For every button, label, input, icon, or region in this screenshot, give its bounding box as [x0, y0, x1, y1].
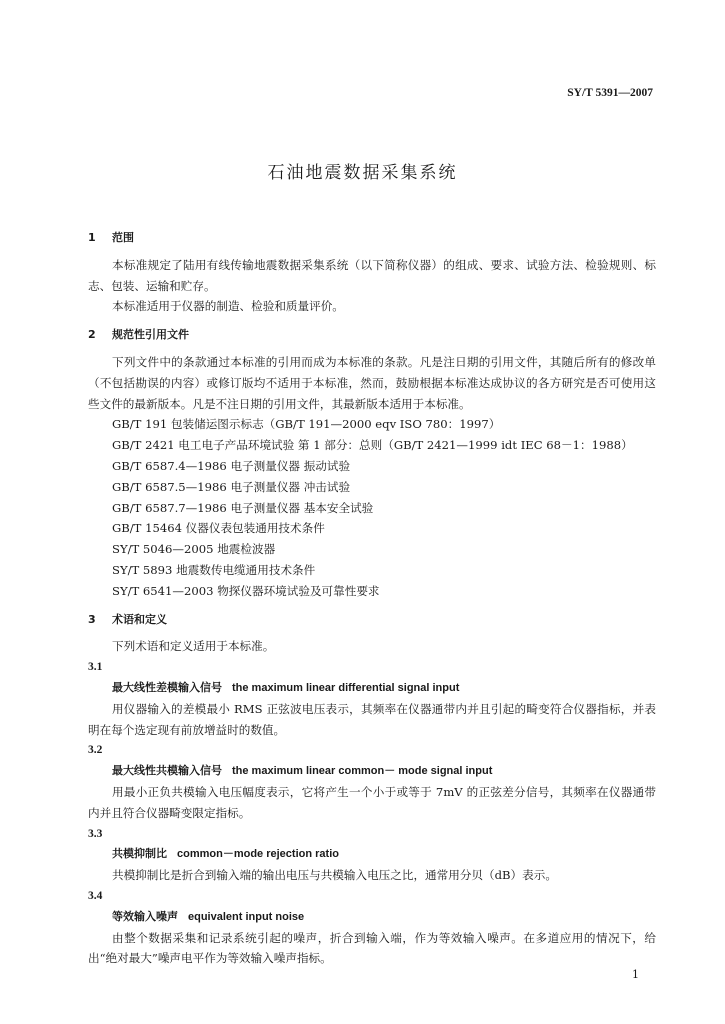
- term-definition: 用仪器输入的差模最小 RMS 正弦波电压表示，其频率在仪器通带内并且引起的畸变符合仪器指标，并表明在每个选定现有前放增益时的数值。: [88, 701, 656, 737]
- section-number: 1: [88, 231, 96, 244]
- term-en: equivalent input noise: [188, 910, 305, 923]
- subsection-number: 3.1: [88, 661, 103, 674]
- subsection-number: 3.2: [88, 744, 103, 757]
- paragraph: 本标准适用于仪器的制造、检验和质量评价。: [112, 299, 344, 314]
- term-heading: [88, 678, 656, 699]
- section-heading: [88, 228, 656, 249]
- subsection-number: 3.4: [88, 889, 103, 902]
- term-definition: 共模抑制比是折合到输入端的输出电压与共模输入电压之比，通常用分贝（dB）表示。: [112, 868, 557, 883]
- page-number: 1: [632, 968, 639, 981]
- section-number: 2: [88, 328, 96, 342]
- reference-item: SY/T 5893 地震数传电缆通用技术条件: [112, 562, 316, 577]
- term-en: common－mode rejection ratio: [177, 848, 339, 861]
- reference-item: SY/T 5046—2005 地震检波器: [112, 542, 276, 557]
- reference-item: GB/T 6587.7—1986 电子测量仪器 基本安全试验: [112, 500, 374, 515]
- term-heading: [88, 907, 656, 928]
- term-cn: 等效输入噪声: [112, 909, 178, 923]
- reference-item: GB/T 6587.5—1986 电子测量仪器 冲击试验: [112, 479, 351, 494]
- reference-item: GB/T 15464 仪器仪表包装通用技术条件: [112, 521, 325, 536]
- subsection-number: 3.3: [88, 827, 103, 840]
- reference-item: GB/T 6587.4—1986 电子测量仪器 振动试验: [112, 458, 351, 473]
- reference-item: GB/T 2421 电工电子产品环境试验 第 1 部分：总则（GB/T 2421—1999 idt IEC 68－1：1988）: [112, 438, 633, 453]
- reference-item: SY/T 6541—2003 物探仪器环境试验及可靠性要求: [112, 583, 380, 598]
- section-title: 范围: [112, 231, 134, 244]
- term-heading: [88, 844, 656, 865]
- term-cn: 最大线性差模输入信号: [112, 680, 222, 694]
- term-en: the maximum linear common－ mode signal input: [232, 765, 493, 778]
- section-title: 规范性引用文件: [112, 328, 189, 342]
- section-title: 术语和定义: [112, 612, 167, 626]
- term-definition: 用最小正负共模输入电压幅度表示，它将产生一个小于或等于 7mV 的正弦差分信号，其频率在仪器通带内并且符合仪器畸变限定指标。: [88, 784, 656, 820]
- term-cn: 共模抑制比: [112, 847, 167, 861]
- paragraph: 下列术语和定义适用于本标准。: [112, 639, 275, 654]
- reference-item: GB/T 191 包装储运图示标志（GB/T 191—2000 eqv ISO 780：1997）: [112, 417, 501, 432]
- term-cn: 最大线性共模输入信号: [112, 764, 222, 778]
- standard-code: SY/T 5391—2007: [567, 87, 653, 99]
- term-definition: 由整个数据采集和记录系统引起的噪声，折合到输入端，作为等效输入噪声。在多道应用的情况下，给出“绝对最大”噪声电平作为等效输入噪声指标。: [88, 930, 656, 966]
- section-heading: [88, 610, 656, 631]
- term-heading: [88, 761, 656, 782]
- document-body: [88, 226, 656, 969]
- section-heading: [88, 325, 656, 346]
- paragraph: 下列文件中的条款通过本标准的引用而成为本标准的条款。凡是注日期的引用文件，其随后所有的修改单（不包括勘误的内容）或修订版均不适用于本标准，然而，鼓励根据本标准达成协议的各方研究是否可使用这些文件的最新版本。凡是不注日期的引用文件，其最新版本适用于本标准。: [88, 354, 656, 411]
- section-number: 3: [88, 612, 96, 626]
- page-title: 石油地震数据采集系统: [267, 163, 458, 183]
- term-en: the maximum linear differential signal input: [232, 681, 460, 694]
- paragraph: 本标准规定了陆用有线传输地震数据采集系统（以下简称仪器）的组成、要求、试验方法、检验规则、标志、包装、运输和贮存。: [88, 257, 656, 293]
